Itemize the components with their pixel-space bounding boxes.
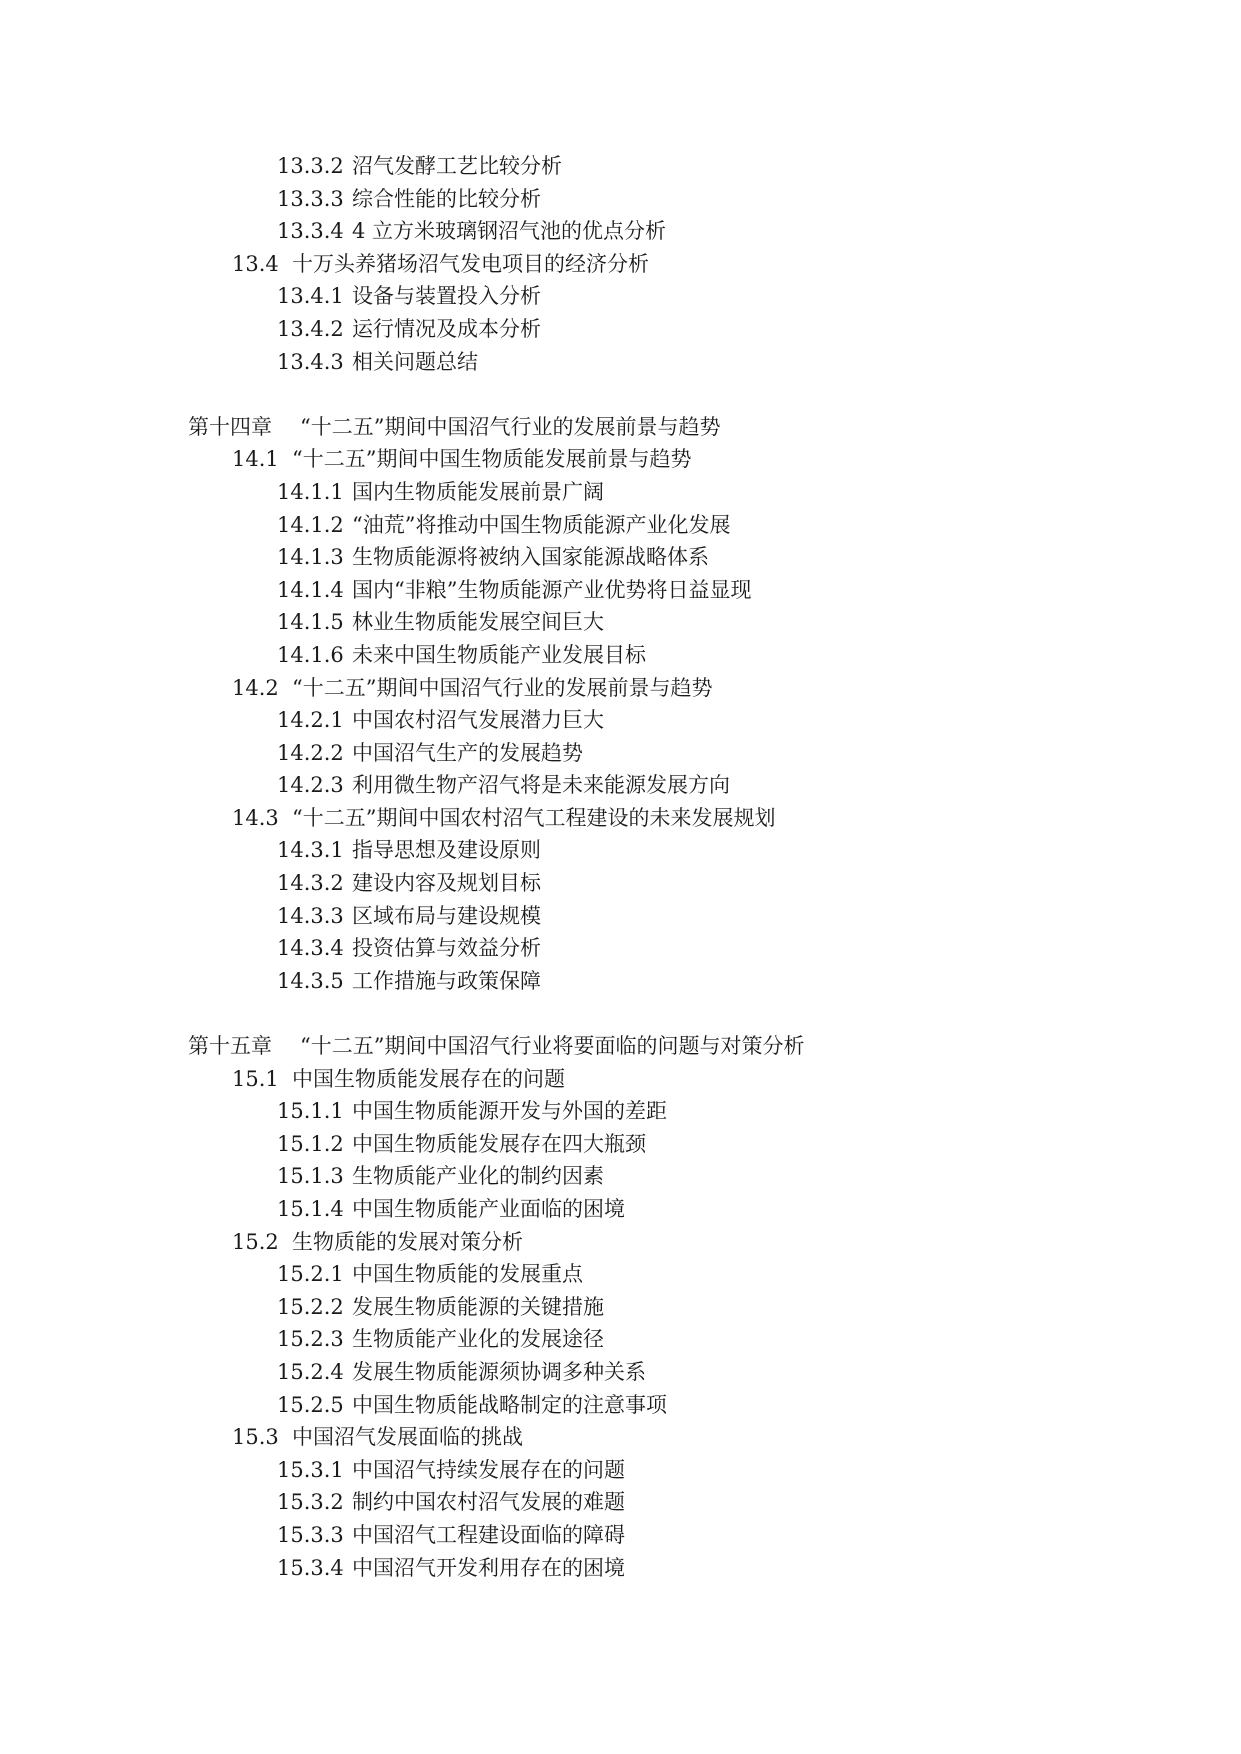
toc-section-title: 十万头养猪场沼气发电项目的经济分析 [292,251,649,276]
toc-subsection-number: 14.1.2 [277,512,344,537]
toc-subsection-entry [0,1193,1241,1226]
toc-subsection-title: 生物质能产业化的发展途径 [352,1327,604,1352]
toc-section-number: 14.2 [232,675,279,700]
toc-subsection-number: 15.2.4 [277,1359,344,1384]
toc-section-number: 14.3 [232,805,279,830]
toc-section-title: “十二五”期间中国沼气行业的发展前景与趋势 [292,675,713,700]
toc-subsection-title: 中国沼气持续发展存在的问题 [352,1457,625,1482]
toc-subsection-entry [0,1095,1241,1128]
toc-subsection-title: 中国生物质能发展存在四大瓶颈 [352,1131,646,1156]
toc-subsection-title: 生物质能源将被纳入国家能源战略体系 [352,545,709,570]
toc-subsection-entry [0,965,1241,998]
toc-subsection-title: 指导思想及建设原则 [352,838,541,863]
toc-subsection-title: 工作措施与政策保障 [352,968,541,993]
toc-subsection-title: 中国沼气开发利用存在的困境 [352,1555,625,1580]
toc-subsection-entry [0,1128,1241,1161]
toc-subsection-number: 13.4.3 [277,349,344,374]
toc-subsection-number: 14.1.4 [277,577,344,602]
toc-section-entry [0,1063,1241,1096]
table-of-contents [0,150,1241,1584]
toc-subsection-number: 15.2.3 [277,1327,344,1352]
toc-subsection-number: 14.1.5 [277,610,344,635]
toc-subsection-entry [0,1552,1241,1585]
toc-subsection-number: 13.4.1 [277,284,344,309]
toc-subsection-entry [0,183,1241,216]
toc-subsection-number: 14.3.2 [277,871,344,896]
toc-subsection-number: 15.3.3 [277,1522,344,1547]
toc-section-entry [0,802,1241,835]
toc-subsection-number: 15.1.4 [277,1197,344,1221]
toc-subsection-title: 中国农村沼气发展潜力巨大 [352,708,604,733]
toc-subsection-entry [0,867,1241,900]
toc-subsection-title: 中国生物质能战略制定的注意事项 [352,1392,667,1417]
toc-subsection-entry [0,476,1241,509]
toc-subsection-entry [0,346,1241,379]
toc-chapter-number: 第十五章 [188,1034,272,1059]
toc-subsection-entry [0,932,1241,965]
toc-section-title: 生物质能的发展对策分析 [292,1229,523,1254]
toc-subsection-title: 国内“非粮”生物质能源产业优势将日益显现 [352,577,752,602]
toc-subsection-title: 国内生物质能发展前景广阔 [352,479,604,504]
toc-subsection-title: 制约中国农村沼气发展的难题 [352,1490,625,1515]
toc-subsection-number: 14.1.1 [277,479,344,504]
toc-subsection-entry [0,280,1241,313]
toc-section-number: 15.3 [232,1425,279,1450]
toc-chapter-title: “十二五”期间中国沼气行业将要面临的问题与对策分析 [300,1034,805,1059]
toc-subsection-number: 14.2.3 [277,773,344,798]
toc-subsection-entry [0,1291,1241,1324]
toc-subsection-title: 投资估算与效益分析 [352,936,541,961]
toc-subsection-title: 中国生物质能的发展重点 [352,1262,583,1287]
toc-subsection-number: 13.3.3 [277,186,344,211]
toc-subsection-title: 中国生物质能产业面临的困境 [352,1197,625,1221]
toc-subsection-title: 综合性能的比较分析 [352,186,541,211]
toc-subsection-entry [0,1160,1241,1193]
toc-subsection-entry [0,1454,1241,1487]
toc-subsection-entry [0,541,1241,574]
toc-subsection-title: 运行情况及成本分析 [352,316,541,341]
toc-subsection-entry [0,1486,1241,1519]
toc-section-title: 中国生物质能发展存在的问题 [292,1066,565,1091]
toc-subsection-title: 设备与装置投入分析 [352,284,541,309]
toc-subsection-title: 区域布局与建设规模 [352,903,541,928]
toc-section-number: 15.1 [232,1066,279,1091]
toc-subsection-number: 14.3.1 [277,838,344,863]
toc-subsection-title: 发展生物质能源须协调多种关系 [352,1359,646,1384]
toc-subsection-title: 中国沼气生产的发展趋势 [352,740,583,765]
section-spacer [0,378,1241,411]
toc-subsection-entry [0,509,1241,542]
toc-section-title: 中国沼气发展面临的挑战 [292,1425,523,1450]
toc-chapter-title: “十二五”期间中国沼气行业的发展前景与趋势 [300,414,721,439]
toc-subsection-title: “油荒”将推动中国生物质能源产业化发展 [352,512,731,537]
toc-subsection-number: 15.3.1 [277,1457,344,1482]
toc-subsection-title: 沼气发酵工艺比较分析 [352,154,562,178]
toc-subsection-title: 4 立方米玻璃钢沼气池的优点分析 [352,219,667,244]
toc-section-number: 15.2 [232,1229,279,1254]
toc-subsection-entry [0,737,1241,770]
toc-subsection-title: 相关问题总结 [352,349,478,374]
toc-subsection-number: 13.4.2 [277,316,344,341]
toc-subsection-number: 14.2.1 [277,708,344,733]
toc-subsection-number: 14.3.3 [277,903,344,928]
toc-section-title: “十二五”期间中国农村沼气工程建设的未来发展规划 [292,805,776,830]
toc-subsection-entry [0,606,1241,639]
toc-subsection-title: 利用微生物产沼气将是未来能源发展方向 [352,773,730,798]
toc-subsection-entry [0,313,1241,346]
toc-subsection-entry [0,215,1241,248]
toc-subsection-number: 15.1.3 [277,1164,344,1189]
toc-subsection-title: 建设内容及规划目标 [352,871,541,896]
toc-subsection-entry [0,769,1241,802]
toc-subsection-number: 14.1.3 [277,545,344,570]
toc-subsection-entry [0,1519,1241,1552]
toc-subsection-entry [0,639,1241,672]
toc-subsection-title: 发展生物质能源的关键措施 [352,1294,604,1319]
toc-subsection-number: 14.1.6 [277,642,344,667]
toc-subsection-entry [0,704,1241,737]
toc-section-entry [0,443,1241,476]
toc-section-number: 13.4 [232,251,279,276]
toc-chapter-number: 第十四章 [188,414,272,439]
toc-subsection-entry [0,1258,1241,1291]
toc-subsection-number: 13.3.2 [277,154,344,178]
toc-section-entry [0,672,1241,705]
toc-subsection-entry [0,900,1241,933]
toc-subsection-entry [0,834,1241,867]
toc-chapter-entry [0,1030,1241,1063]
toc-subsection-entry [0,1389,1241,1422]
toc-subsection-number: 14.3.4 [277,936,344,961]
toc-subsection-title: 林业生物质能发展空间巨大 [352,610,604,635]
toc-subsection-number: 15.2.2 [277,1294,344,1319]
toc-subsection-entry [0,1356,1241,1389]
toc-subsection-number: 15.2.1 [277,1262,344,1287]
toc-subsection-entry [0,574,1241,607]
toc-subsection-number: 15.3.4 [277,1555,344,1580]
toc-subsection-number: 15.1.2 [277,1131,344,1156]
toc-subsection-entry [0,150,1241,183]
toc-subsection-number: 14.3.5 [277,968,344,993]
toc-section-entry [0,248,1241,281]
toc-section-entry [0,1226,1241,1259]
toc-subsection-number: 14.2.2 [277,740,344,765]
toc-subsection-number: 15.1.1 [277,1099,344,1124]
section-spacer [0,997,1241,1030]
toc-section-title: “十二五”期间中国生物质能发展前景与趋势 [292,447,692,472]
toc-subsection-number: 15.2.5 [277,1392,344,1417]
toc-subsection-entry [0,1323,1241,1356]
toc-section-number: 14.1 [232,447,279,472]
toc-subsection-title: 生物质能产业化的制约因素 [352,1164,604,1189]
toc-chapter-entry [0,411,1241,444]
toc-subsection-number: 13.3.4 [277,219,344,244]
toc-subsection-title: 未来中国生物质能产业发展目标 [352,642,646,667]
toc-subsection-title: 中国沼气工程建设面临的障碍 [352,1522,625,1547]
toc-section-entry [0,1421,1241,1454]
toc-subsection-number: 15.3.2 [277,1490,344,1515]
toc-subsection-title: 中国生物质能源开发与外国的差距 [352,1099,667,1124]
